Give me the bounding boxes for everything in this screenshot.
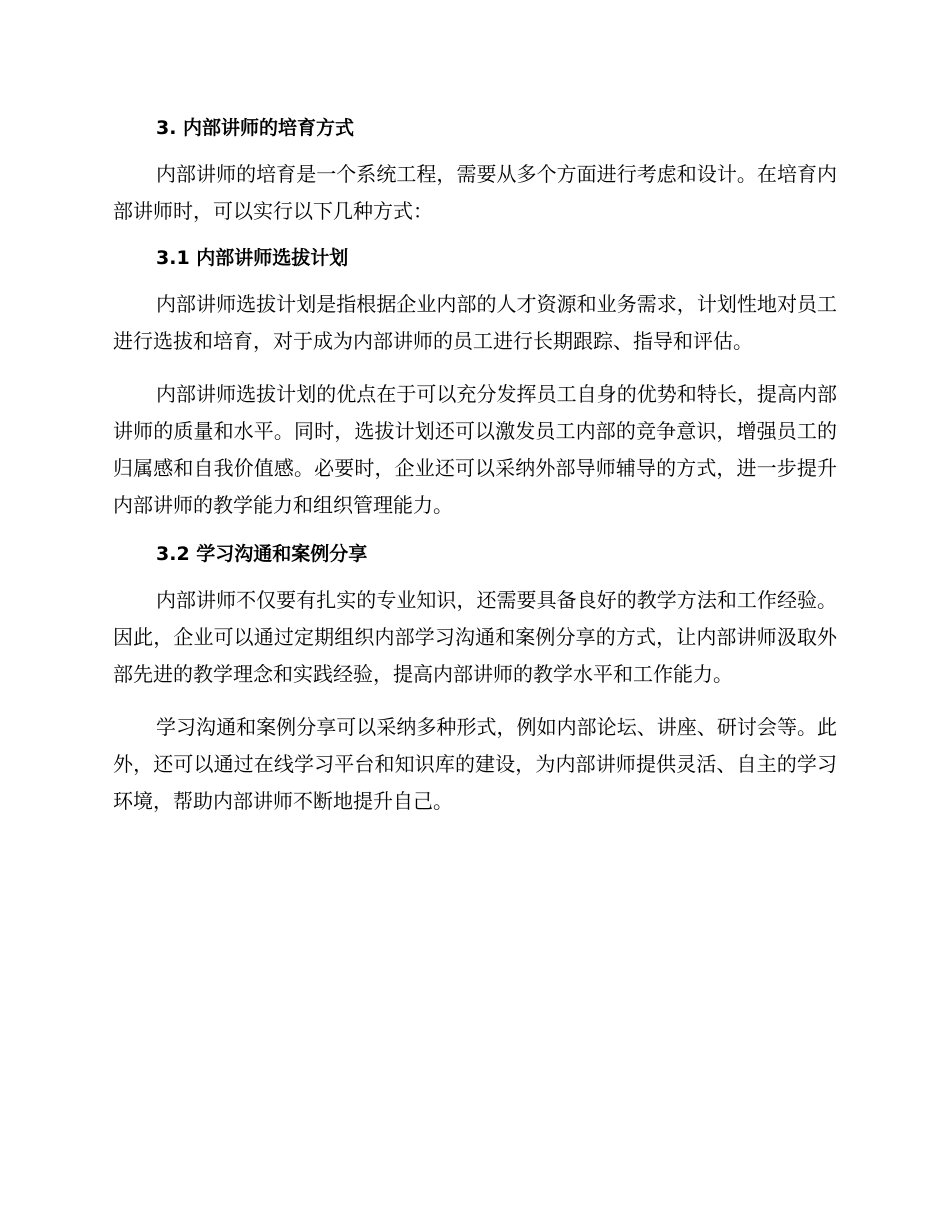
subsection-2-heading: 3.2 学习沟通和案例分享 <box>156 543 368 565</box>
subsection-2-paragraph-2: 学习沟通和案例分享可以采纳多种形式，例如内部论坛、讲座、研讨会等。此外，还可以通过在线学习平台和知识库的建设，为内部讲师提供灵活、自主的学习环境，帮助内部讲师不断地提升自己。 <box>113 715 837 813</box>
document-page <box>113 108 837 820</box>
subsection-1-paragraph-2: 内部讲师选拔计划的优点在于可以充分发挥员工自身的优势和特长，提高内部讲师的质量和水平。同时，选拔计划还可以激发员工内部的竞争意识，增强员工的归属感和自我价值感。必要时，企业还可以采纳外部导师辅导的方式，进一步提升内部讲师的教学能力和组织管理能力。 <box>113 382 837 517</box>
subsection-1-heading: 3.1 内部讲师选拔计划 <box>156 247 349 269</box>
subsection-2-paragraph-1: 内部讲师不仅要有扎实的专业知识，还需要具备良好的教学方法和工作经验。因此，企业可以通过定期组织内部学习沟通和案例分享的方式，让内部讲师汲取外部先进的教学理念和实践经验，提高内部讲师的教学水平和工作能力。 <box>113 588 837 686</box>
section-intro-paragraph: 内部讲师的培育是一个系统工程，需要从多个方面进行考虑和设计。在培育内部讲师时，可以实行以下几种方式： <box>113 162 837 223</box>
subsection-1-paragraph-1: 内部讲师选拔计划是指根据企业内部的人才资源和业务需求，计划性地对员工进行选拔和培育，对于成为内部讲师的员工进行长期跟踪、指导和评估。 <box>113 292 837 353</box>
section-heading: 3. 内部讲师的培育方式 <box>156 117 355 139</box>
